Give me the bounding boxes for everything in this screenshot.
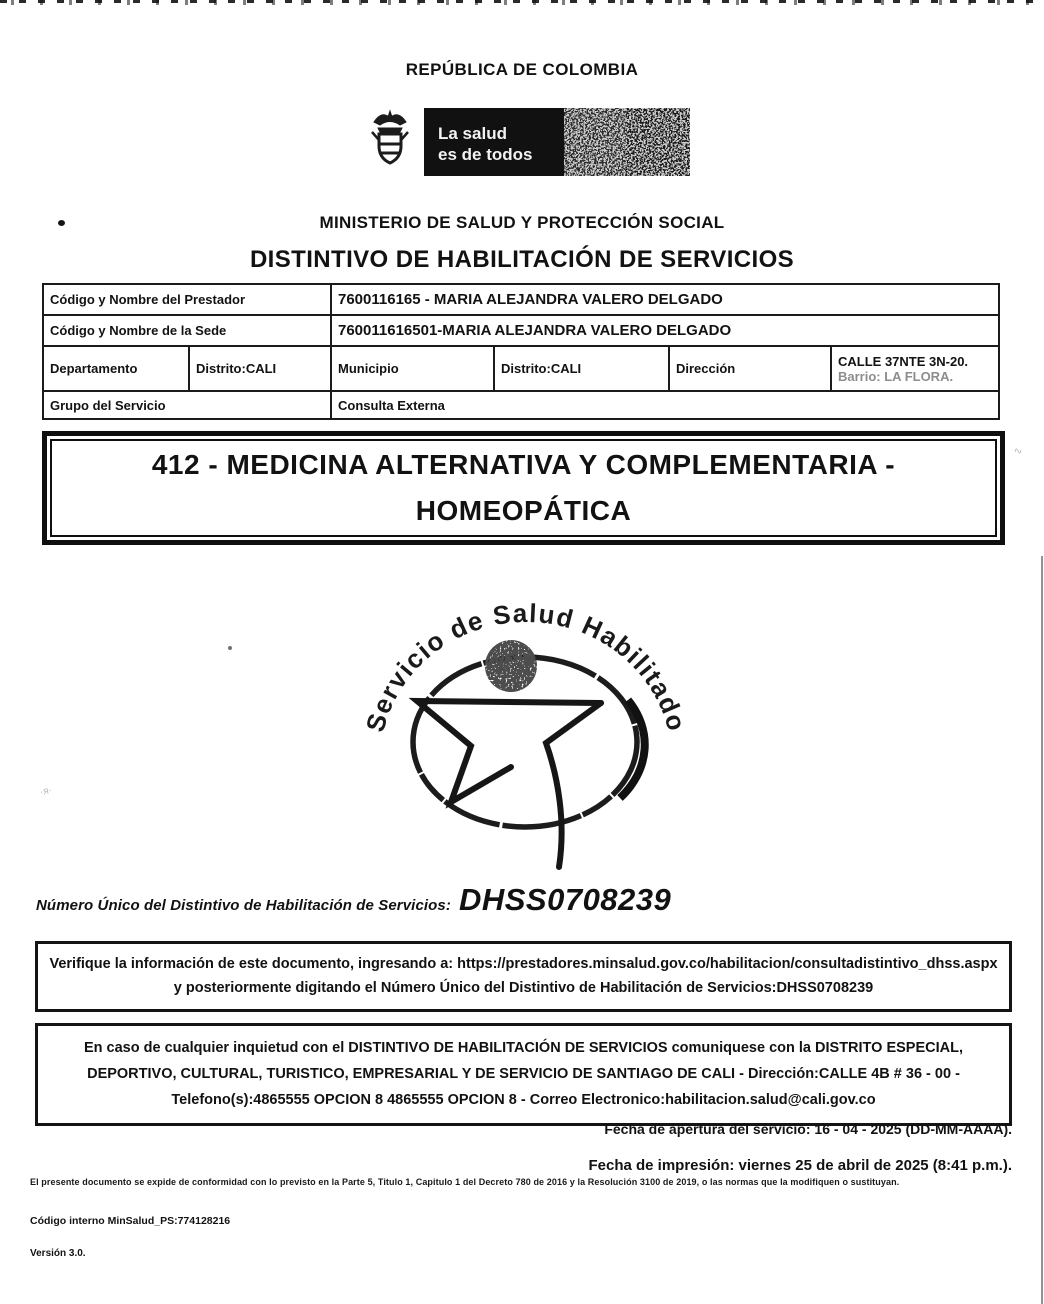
scan-speck — [228, 646, 232, 650]
ministry-title: MINISTERIO DE SALUD Y PROTECCIÓN SOCIAL — [319, 213, 725, 232]
service-name-box — [42, 431, 1005, 545]
municipio-label: Municipio — [332, 347, 495, 390]
legal-fine-print: El presente documento se expide de conformidad con lo previsto en la Parte 5, Titulo 1, Capitulo 1 del Decreto 780 de 2016 y la Resolución 3100 de 2019, o las normas que la modifiquen o sustituyan. — [30, 1177, 900, 1187]
grupo-label: Grupo del Servicio — [44, 392, 332, 418]
contact-box — [35, 1023, 1012, 1126]
unique-number-row — [36, 882, 671, 918]
la-salud-logo-block — [424, 108, 564, 176]
direccion-line2: Barrio: LA FLORA. — [838, 368, 954, 384]
municipio-value: Distrito:CALI — [495, 347, 670, 390]
scan-smudge: ∿ — [1012, 445, 1024, 458]
fecha-impresion: Fecha de impresión: viernes 25 de abril de 2025 (8:41 p.m.). — [588, 1157, 1012, 1174]
unique-number-value: DHSS0708239 — [458, 882, 672, 917]
table-row-grupo — [44, 392, 998, 418]
contact-line2: DEPORTIVO, CULTURAL, TURISTICO, EMPRESARIAL Y DE SERVICIO DE SANTIAGO DE CALI - Dirección:CALLE 4B # 36 - 00 - — [87, 1066, 960, 1082]
verification-box — [35, 941, 1012, 1012]
ministry-logo-svg — [364, 106, 696, 180]
sede-value: 760011616501-MARIA ALEJANDRA VALERO DELGADO — [338, 322, 732, 339]
coat-of-arms-icon — [372, 111, 408, 163]
habilitado-seal-svg — [328, 570, 748, 872]
habilitado-seal — [328, 570, 748, 877]
verification-line2: y posteriormente digitando el Número Único del Distintivo de Habilitación de Servicios:DHSS0708239 — [173, 980, 874, 996]
service-name-box-inner — [50, 439, 997, 537]
contact-line1: En caso de cualquier inquietud con el DISTINTIVO DE HABILITACIÓN DE SERVICIOS comuniquese con la DISTRITO ESPECIAL, — [84, 1040, 963, 1056]
fecha-apertura: Fecha de apertura del servicio: 16 - 04 - 2025 (DD-MM-AAAA). — [604, 1121, 1012, 1137]
version-label: Versión 3.0. — [30, 1248, 86, 1259]
noisy-logo-block — [564, 108, 690, 176]
seal-figure-head — [485, 640, 537, 692]
seal-arc-text: Servicio de Salud Habilitado — [359, 597, 693, 736]
codigo-interno: Código interno MinSalud_PS:774128216 — [30, 1215, 231, 1227]
service-name-line1: 412 - MEDICINA ALTERNATIVA Y COMPLEMENTARIA - — [151, 449, 896, 480]
ministry-logo-strip — [364, 106, 696, 185]
direccion-value — [832, 347, 998, 390]
scan-smudge: ·я· — [38, 784, 54, 799]
unique-number-label: Número Único del Distintivo de Habilitación de Servicios: — [36, 897, 451, 914]
provider-info-table — [42, 283, 1000, 420]
departamento-value: Distrito:CALI — [190, 347, 332, 390]
table-row-ubicacion — [44, 347, 998, 392]
seal-star-figure — [417, 701, 601, 867]
direccion-label: Dirección — [670, 347, 832, 390]
contact-line3: Telefono(s):4865555 OPCION 8 4865555 OPCION 8 - Correo Electronico:habilitacion.salud@cali.gov.co — [171, 1092, 876, 1108]
prestador-label: Código y Nombre del Prestador — [44, 285, 332, 314]
table-row-prestador — [44, 285, 998, 316]
logo-tagline-line1: La salud — [438, 124, 507, 143]
country-header: REPÚBLICA DE COLOMBIA — [405, 60, 639, 79]
grupo-value: Consulta Externa — [338, 397, 445, 413]
page-title: DISTINTIVO DE HABILITACIÓN DE SERVICIOS — [249, 246, 795, 273]
departamento-label: Departamento — [44, 347, 190, 390]
sede-label: Código y Nombre de la Sede — [44, 316, 332, 345]
service-name-line2: HOMEOPÁTICA — [415, 495, 632, 526]
logo-tagline-line2: es de todos — [438, 145, 533, 164]
prestador-value: 7600116165 - MARIA ALEJANDRA VALERO DELGADO — [338, 291, 723, 308]
scan-noise-top-edge — [0, 0, 1044, 6]
verification-line1: Verifique la información de este documento, ingresando a: https://prestadores.minsalud.gov.co/habilitacion/consultadistintivo_dhss.aspx — [49, 956, 998, 972]
table-row-sede — [44, 316, 998, 347]
scan-line-right-edge — [1041, 556, 1043, 1304]
direccion-line1: CALLE 37NTE 3N-20. — [838, 353, 969, 369]
